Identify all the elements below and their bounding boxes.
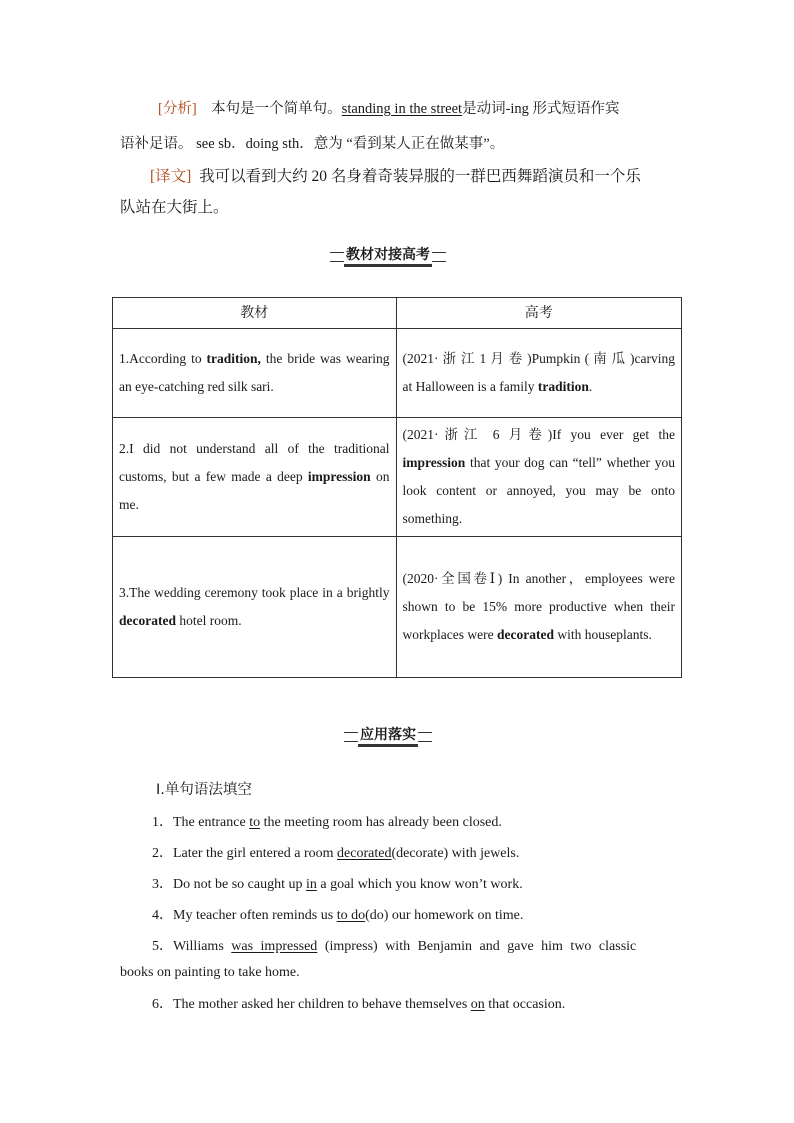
analysis-tag: [分析] [158, 101, 197, 117]
answer: to do [336, 908, 366, 923]
analysis-line-1 [158, 99, 620, 119]
translation-line-2: 队站在大街上。 [120, 199, 229, 216]
translation-text: 我可以看到大约 20 名身着奇装异服的一群巴西舞蹈演员和一个乐 [199, 168, 641, 185]
analysis-phrase: standing in the street [341, 101, 463, 117]
header-textbook: 教材 [113, 298, 397, 329]
list-item: books on painting to take home. [120, 965, 300, 980]
table-row [113, 418, 682, 537]
heading-decoration-right [418, 732, 432, 742]
textbook-cell: 3.The wedding ceremony took place in a brightly decorated hotel room. [113, 537, 397, 678]
heading-decoration-left [330, 252, 344, 262]
list-item: 5．Williams was impressed (impress) with Benjamin and gave him two classic [152, 939, 637, 954]
answer: on [470, 997, 485, 1012]
list-item: 4．My teacher often reminds us to do(do) our homework on time. [152, 908, 524, 923]
analysis-line-2: 语补足语。 see sb．doing sth．意为 “看到某人正在做某事”。 [120, 136, 505, 152]
exam-cell: (2021· 浙 江 1 月 卷 )Pumpkin ( 南 瓜 )carving at Halloween is a family tradition. [396, 329, 682, 418]
list-item: 6．The mother asked her children to behave themselves on that occasion. [152, 997, 566, 1012]
section-heading-application [344, 726, 432, 747]
table-row [113, 537, 682, 678]
answer: decorated [337, 846, 392, 861]
textbook-cell: 2.I did not understand all of the traditional customs, but a few made a deep impression on me. [113, 418, 397, 537]
answer: in [305, 877, 317, 892]
analysis-text: 本句是一个简单句。 [211, 101, 342, 117]
analysis-text-2: 是动词-ing 形式短语作宾 [462, 101, 620, 117]
answer: was impressed [231, 939, 318, 954]
translation-line-1 [150, 167, 641, 187]
section-title: 应用落实 [358, 726, 418, 747]
header-exam: 高考 [396, 298, 682, 329]
translation-tag: [译文] [150, 168, 192, 185]
table-row [113, 329, 682, 418]
section-heading-textbook-exam [330, 246, 446, 267]
list-item: 2．Later the girl entered a room decorated(decorate) with jewels. [152, 846, 520, 861]
answer: to [249, 815, 261, 830]
exam-cell: (2020·全国卷Ⅰ) In another，employees were shown to be 15% more productive when their workplaces were decorated with houseplants. [396, 537, 682, 678]
table-header-row [113, 298, 682, 329]
comparison-table [112, 297, 682, 678]
heading-decoration-right [432, 252, 446, 262]
list-item: 3．Do not be so caught up in a goal which you know won’t work. [152, 877, 523, 892]
section-title: 教材对接高考 [344, 246, 432, 267]
list-item: 1．The entrance to the meeting room has already been closed. [152, 815, 502, 830]
textbook-cell: 1.According to tradition, the bride was wearing an eye-catching red silk sari. [113, 329, 397, 418]
exercise-title: Ⅰ.单句语法填空 [156, 782, 252, 798]
heading-decoration-left [344, 732, 358, 742]
exam-cell: (2021·浙江 6 月卷)If you ever get the impression that your dog can “tell” whether you look content or annoyed, you may be onto something. [396, 418, 682, 537]
